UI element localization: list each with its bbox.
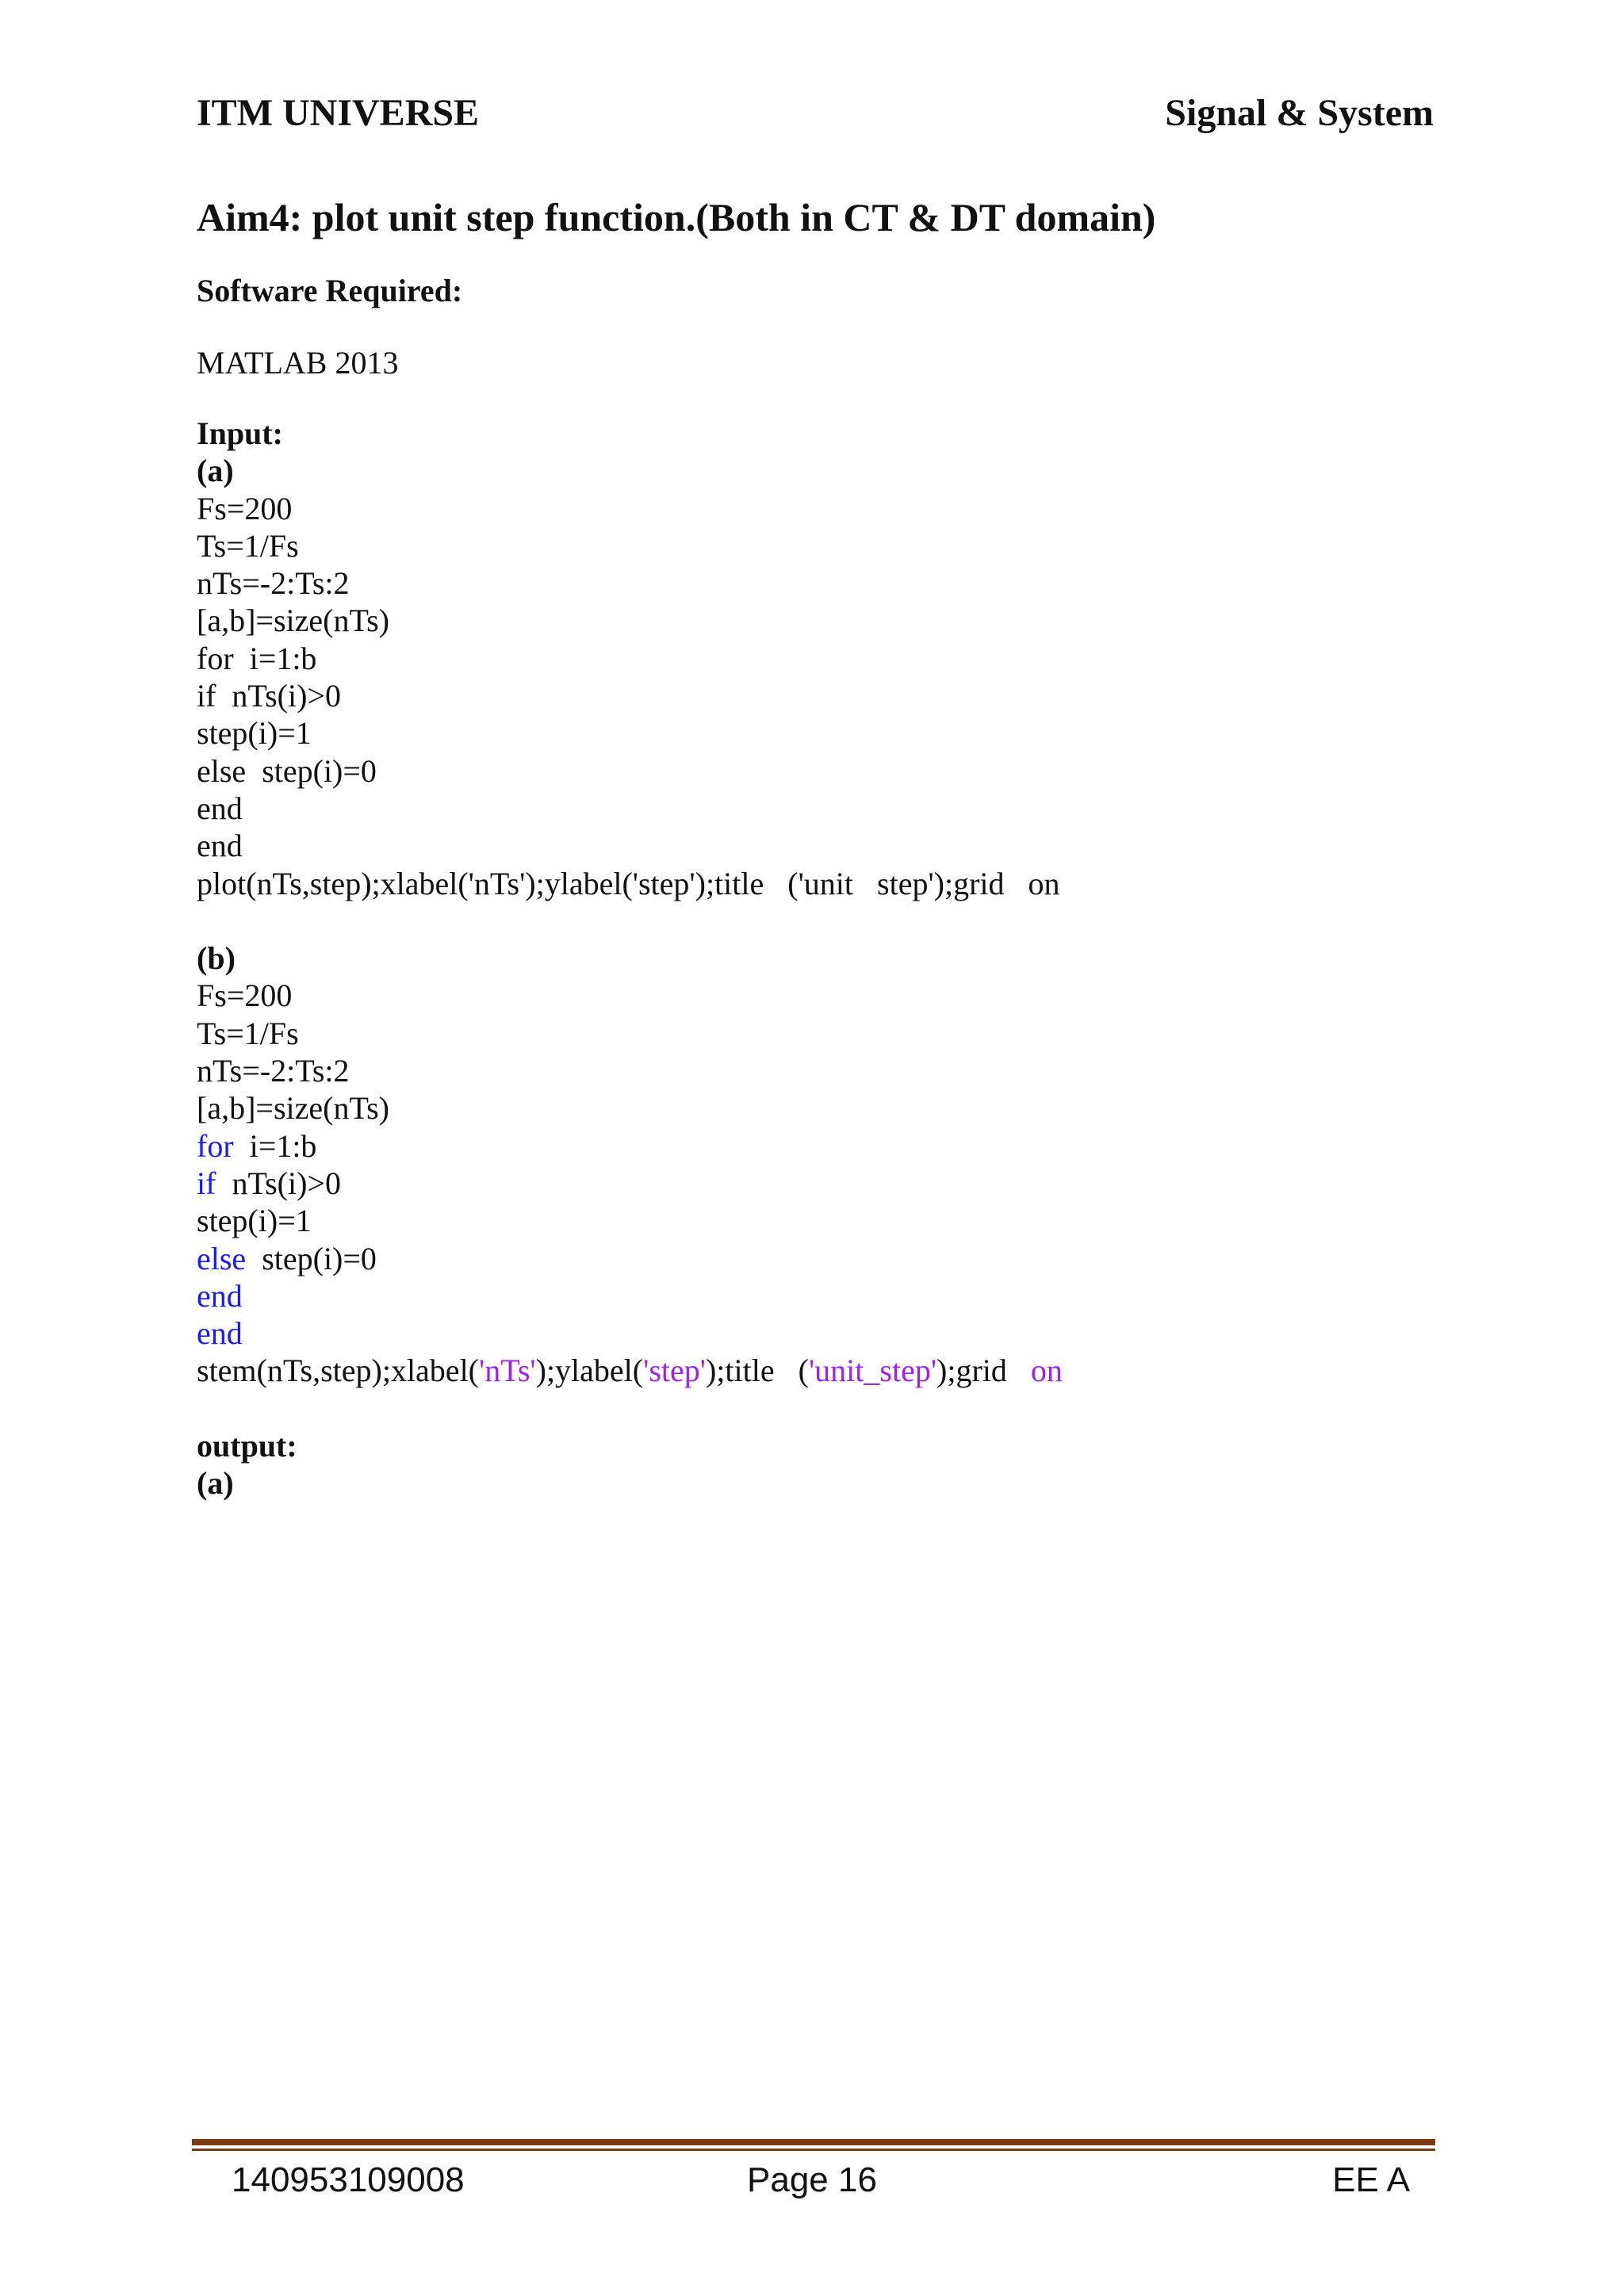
code-line: [197, 1127, 1063, 1165]
code-text: step(i)=0: [246, 1240, 377, 1276]
code-line: [197, 1352, 1063, 1389]
code-text: i=1:b: [233, 1127, 317, 1164]
string-literal: 'step': [643, 1353, 706, 1389]
code-line: Fs=200: [197, 978, 293, 1014]
footer-page-number: Page 16: [747, 2160, 877, 2199]
input-section: [197, 415, 1063, 1502]
input-label: Input:: [197, 415, 283, 451]
keyword: if: [197, 1165, 216, 1201]
code-text: );ylabel(: [535, 1353, 644, 1389]
code-line: if nTs(i)>0: [197, 678, 341, 714]
code-line: Ts=1/Fs: [197, 1015, 299, 1051]
header-right-title: Signal & System: [1165, 92, 1434, 134]
footer-class: EE A: [1332, 2160, 1410, 2199]
code-line: end: [197, 790, 243, 826]
footer-rule: [192, 2139, 1435, 2145]
string-literal: 'unit_step': [808, 1353, 937, 1389]
code-line: [a,b]=size(nTs): [197, 1090, 389, 1127]
code-text: stem(nTs,step);xlabel(: [197, 1353, 479, 1389]
code-line: end: [197, 1277, 243, 1314]
keyword: for: [197, 1127, 234, 1164]
footer-enrollment-number: 140953109008: [232, 2160, 465, 2199]
code-line: Ts=1/Fs: [197, 527, 299, 564]
aim-heading: Aim4: plot unit step function.(Both in CT & DT domain): [197, 195, 1156, 239]
code-text: );title (: [705, 1353, 809, 1389]
code-line: Fs=200: [197, 490, 293, 526]
code-line: for i=1:b: [197, 640, 317, 676]
code-line: [197, 1165, 1063, 1202]
part-b-code: [197, 977, 1063, 1389]
footer-rule-thin: [192, 2149, 1435, 2151]
code-line: step(i)=1: [197, 1203, 312, 1239]
code-line: plot(nTs,step);xlabel('nTs');ylabel('step');title ('unit step');grid on: [197, 865, 1060, 901]
software-required-label: Software Required:: [197, 273, 463, 308]
output-part-a-label: (a): [197, 1465, 234, 1502]
header-left-title: ITM UNIVERSE: [197, 92, 480, 134]
page-footer: [232, 2160, 1434, 2208]
code-text: );grid: [936, 1353, 1031, 1389]
code-line: nTs=-2:Ts:2: [197, 1053, 350, 1089]
string-literal: 'nTs': [479, 1353, 536, 1389]
code-line: step(i)=1: [197, 715, 312, 752]
code-line: end: [197, 1315, 243, 1352]
code-line: [197, 1240, 1063, 1277]
code-line: nTs=-2:Ts:2: [197, 565, 350, 602]
code-line: else step(i)=0: [197, 752, 377, 789]
blank-line: [197, 1390, 1063, 1427]
output-label: output:: [197, 1428, 297, 1464]
code-text: nTs(i)>0: [216, 1165, 341, 1201]
part-b-label: (b): [197, 940, 236, 977]
string-literal: on: [1030, 1353, 1063, 1389]
keyword: else: [197, 1240, 247, 1276]
code-line: end: [197, 828, 243, 864]
code-line: [a,b]=size(nTs): [197, 603, 389, 639]
page-header: [197, 91, 1434, 135]
software-required-value: MATLAB 2013: [197, 345, 399, 381]
part-a-label: (a): [197, 453, 234, 489]
blank-line: [197, 902, 1063, 939]
part-a-code: [197, 490, 1063, 902]
